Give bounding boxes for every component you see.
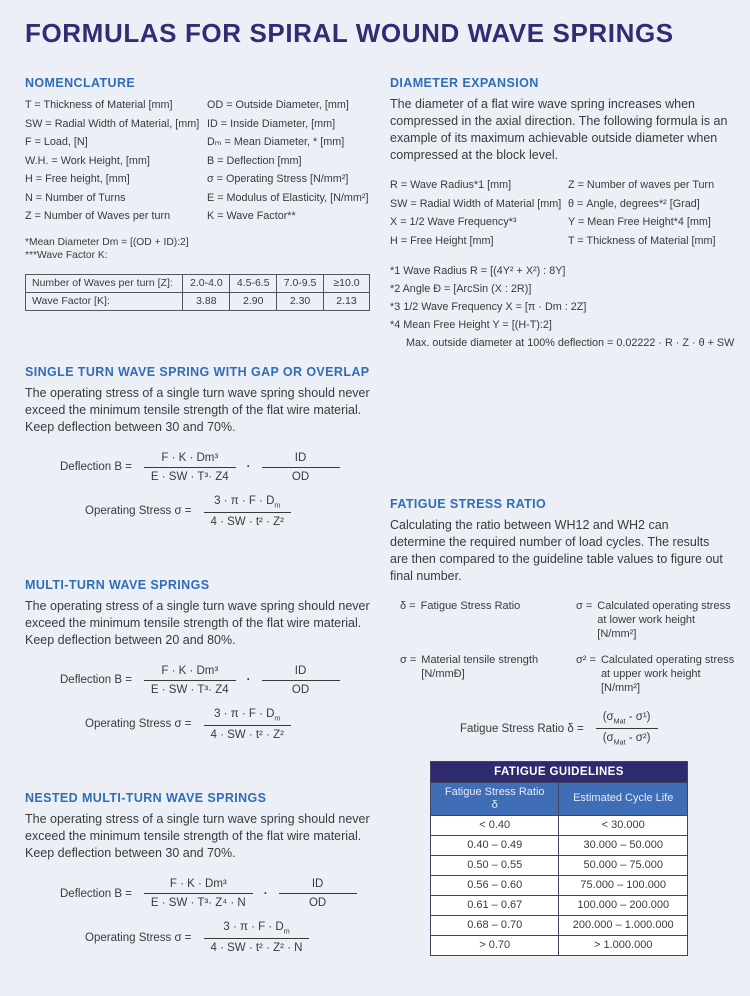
operating-stress-formula: [25, 495, 370, 528]
cell: < 30.000: [559, 815, 688, 835]
multi-turn-body: The operating stress of a single turn wave spring should never exceed the minimum tensile strength of the flat wire material. Keep deflection between 20 and 80%.: [25, 598, 370, 647]
cell: 4.5-6.5: [230, 274, 277, 292]
fraction-denominator: 4 · SW · t² · Z²: [204, 725, 291, 741]
fraction-numerator: [204, 708, 291, 725]
fatigue-body: Calculating the ratio between WH12 and WH2 can determine the required number of load cycles. The results are then compared to the guideline table values to figure out final number.: [390, 518, 723, 583]
multiply-dot: ·: [263, 887, 268, 900]
numerator-rest: - σ¹): [625, 711, 651, 723]
numerator-subscript: m: [283, 927, 290, 936]
table-title: FATIGUE GUIDELINES: [431, 761, 688, 782]
numerator-subscript: Mat: [613, 717, 626, 726]
note-wave-factor: ***Wave Factor K:: [25, 249, 108, 261]
note-wave-radius: *1 Wave Radius R = [(4Y² + X²) : 8Y]: [390, 265, 566, 277]
definition-text: Fatigue Stress Ratio: [420, 600, 521, 612]
definition: [400, 653, 570, 695]
formula-label: Operating Stress σ =: [85, 505, 192, 518]
col-header-fatigue-stress-ratio: [431, 782, 559, 815]
multiply-dot: ·: [246, 461, 251, 473]
nomenclature-heading: NOMENCLATURE: [25, 76, 136, 90]
fraction: [279, 878, 357, 909]
table-row: [431, 875, 688, 895]
definition: Z = Number of waves per Turn: [568, 179, 715, 191]
definition: R = Wave Radius*1 [mm]: [390, 179, 512, 191]
fraction: [204, 495, 291, 528]
formula-label: Operating Stress σ =: [85, 718, 192, 731]
fraction-denominator: 4 · SW · t² · Z² · N: [204, 938, 310, 954]
fraction-denominator: 4 · SW · t² · Z²: [204, 512, 291, 528]
definition: [576, 599, 736, 641]
fraction-numerator: [204, 495, 291, 512]
single-turn-body: The operating stress of a single turn wave spring should never exceed the minimum tensile strength of the flat wire material. Keep deflection between 30 and 70%.: [25, 385, 370, 434]
cell: 2.90: [230, 292, 277, 310]
fatigue-guidelines-table: [430, 761, 688, 956]
fraction: [262, 665, 340, 696]
fraction: [204, 921, 310, 954]
table-row: [431, 895, 688, 915]
cell: 2.30: [277, 292, 324, 310]
definition: K = Wave Factor**: [207, 210, 296, 222]
fraction-denominator: OD: [262, 467, 340, 483]
denominator-subscript: Mat: [613, 738, 626, 747]
fraction-denominator: E · SW · T³· Z4: [144, 680, 236, 696]
definition: N = Number of Turns: [25, 191, 126, 204]
definition: [576, 653, 736, 695]
cell: < 0.40: [431, 815, 559, 835]
row-label: Number of Waves per turn [Z]:: [26, 274, 183, 292]
cell: 30.000 – 50.000: [559, 835, 688, 855]
numerator-base: (σ: [602, 711, 614, 723]
single-turn-section: [25, 365, 370, 528]
operating-stress-formula: [25, 921, 370, 954]
nested-heading: NESTED MULTI-TURN WAVE SPRINGS: [25, 791, 267, 806]
definition: [400, 599, 570, 641]
deflection-formula: [25, 452, 370, 483]
definition: T = Thickness of Material [mm]: [568, 234, 716, 247]
cell: 2.13: [323, 292, 369, 310]
cell: 3.88: [183, 292, 230, 310]
fraction-numerator: F · K · Dm³: [161, 664, 219, 677]
fraction-numerator: [596, 711, 658, 728]
definition: B = Deflection [mm]: [207, 154, 302, 167]
fatigue-definitions: [400, 599, 736, 695]
fraction-denominator: E · SW · T³· Z⁴ · N: [144, 893, 253, 909]
definition-symbol: σ =: [576, 600, 593, 612]
definition-symbol: δ =: [400, 600, 416, 612]
cell: > 0.70: [431, 935, 559, 955]
fraction-denominator: E · SW · T³· Z4: [144, 467, 236, 483]
fraction-numerator: ID: [294, 664, 307, 677]
page-title: FORMULAS FOR SPIRAL WOUND WAVE SPRINGS: [25, 18, 674, 48]
note-max-outside-diameter: Max. outside diameter at 100% deflection = 0.02222 · R · Z · θ + SW: [406, 337, 735, 349]
left-column: [25, 76, 370, 954]
formula-label: Fatigue Stress Ratio δ =: [460, 722, 584, 735]
definition-symbol: σ =: [400, 654, 417, 666]
table-row: [431, 835, 688, 855]
definition-text: Calculated operating stress at lower work height [N/mm²]: [597, 600, 731, 640]
note-mean-free-height: *4 Mean Free Height Y = [(H-T):2]: [390, 319, 552, 331]
cell: 0.56 – 0.60: [431, 875, 559, 895]
cell: 0.50 – 0.55: [431, 855, 559, 875]
fraction: [596, 711, 658, 747]
nomenclature-notes: [25, 236, 370, 262]
denominator-base: (σ: [602, 732, 614, 745]
definition: θ = Angle, degrees*² [Grad]: [568, 197, 700, 210]
fatigue-stress-ratio-section: [390, 497, 736, 747]
numerator-base: 3 · π · F · D: [223, 921, 284, 934]
definition: ID = Inside Diameter, [mm]: [207, 117, 336, 130]
definition: Z = Number of Waves per turn: [25, 210, 171, 222]
numerator-subscript: m: [274, 500, 281, 509]
table-title-row: [431, 761, 688, 782]
right-column: [390, 76, 736, 956]
col-header-estimated-cycle-life: Estimated Cycle Life: [559, 782, 688, 815]
cell: 50.000 – 75.000: [559, 855, 688, 875]
numerator-base: 3 · π · F · D: [214, 494, 275, 507]
numerator-subscript: m: [274, 714, 281, 723]
diameter-definitions: [390, 176, 736, 250]
col-header-text: Fatigue Stress Ratio: [444, 785, 545, 798]
note-half-wave-frequency: *3 1/2 Wave Frequency X = [π · Dm : 2Z]: [390, 301, 587, 313]
cell: 200.000 – 1.000.000: [559, 915, 688, 935]
cell: > 1.000.000: [559, 935, 688, 955]
col-header-symbol: δ: [491, 798, 498, 811]
cell: 0.40 – 0.49: [431, 835, 559, 855]
cell: 0.68 – 0.70: [431, 915, 559, 935]
table-row: [431, 855, 688, 875]
table-row: [26, 274, 370, 292]
fraction-numerator: F · K · Dm³: [161, 451, 219, 464]
fraction-numerator: ID: [311, 878, 324, 891]
fraction: [144, 665, 236, 696]
note-angle: *2 Angle Ð = [ArcSin (X : 2R)]: [390, 283, 532, 295]
operating-stress-formula: [25, 708, 370, 741]
fraction: [262, 452, 340, 483]
fraction: [144, 452, 236, 483]
formula-label: Deflection B =: [60, 674, 132, 687]
definition: σ = Operating Stress [N/mm²]: [207, 173, 349, 185]
deflection-formula: [25, 665, 370, 696]
definition-text: Calculated operating stress at upper work height [N/mm²]: [600, 654, 735, 694]
definition: Dₘ = Mean Diameter, * [mm]: [207, 136, 345, 148]
numerator-base: 3 · π · F · D: [214, 707, 275, 720]
definition-symbol: σ² =: [576, 654, 596, 666]
wave-factor-table: [25, 274, 370, 311]
nomenclature-section: [25, 76, 370, 311]
cell: 2.0-4.0: [183, 274, 230, 292]
formula-label: Deflection B =: [60, 461, 132, 473]
denominator-rest: - σ²): [625, 732, 651, 745]
definition: H = Free Height [mm]: [390, 234, 494, 247]
fraction-numerator: F · K · Dm³: [169, 878, 227, 891]
multi-turn-heading: MULTI-TURN WAVE SPRINGS: [25, 577, 210, 592]
cell: 7.0-9.5: [277, 274, 324, 292]
cell: 75.000 – 100.000: [559, 875, 688, 895]
fraction-denominator: OD: [262, 680, 340, 696]
fraction-denominator: OD: [279, 893, 357, 909]
fraction-numerator: [204, 921, 310, 938]
fraction: [204, 708, 291, 741]
table-header-row: [431, 782, 688, 815]
formula-label: Operating Stress σ =: [85, 931, 192, 944]
cell: ≥10.0: [323, 274, 369, 292]
definition: Y = Mean Free Height*4 [mm]: [568, 216, 711, 228]
formula-label: Deflection B =: [60, 887, 132, 900]
multi-turn-section: [25, 578, 370, 741]
nomenclature-definitions: [25, 96, 370, 226]
diameter-notes: [390, 262, 736, 352]
fraction-denominator: [596, 728, 658, 746]
multiply-dot: ·: [246, 674, 251, 687]
fraction-numerator: ID: [294, 451, 307, 464]
diameter-expansion-section: [390, 76, 736, 352]
definition: OD = Outside Diameter, [mm]: [207, 99, 349, 111]
definition: T = Thickness of Material [mm]: [25, 99, 173, 111]
nested-body: The operating stress of a single turn wave spring should never exceed the minimum tensile strength of the flat wire material. Keep deflection between 30 and 70%.: [25, 812, 370, 861]
fraction: [144, 878, 253, 909]
table-row: [431, 935, 688, 955]
note-mean-diameter: *Mean Diameter Dm = [(OD + ID):2]: [25, 236, 189, 248]
single-turn-heading: SINGLE TURN WAVE SPRING WITH GAP OR OVERLAP: [25, 364, 370, 379]
cell: 100.000 – 200.000: [559, 895, 688, 915]
definition: F = Load, [N]: [25, 136, 88, 148]
table-row: [26, 292, 370, 310]
definition: X = 1/2 Wave Frequency*³: [390, 216, 517, 228]
table-row: [431, 815, 688, 835]
fatigue-heading: FATIGUE STRESS RATIO: [390, 497, 547, 511]
nested-multi-turn-section: [25, 791, 370, 954]
diameter-expansion-body: The diameter of a flat wire wave spring increases when compressed in the axial direction. The following formula is an example of its maximum achievable outside diameter when compressed at the block level.: [390, 97, 728, 162]
definition: W.H. = Work Height, [mm]: [25, 154, 150, 167]
cell: 0.61 – 0.67: [431, 895, 559, 915]
row-label: Wave Factor [K]:: [26, 292, 183, 310]
definition: E = Modulus of Elasticity, [N/mm²]: [207, 191, 369, 204]
table-row: [431, 915, 688, 935]
definition: H = Free height, [mm]: [25, 173, 130, 185]
diameter-expansion-heading: DIAMETER EXPANSION: [390, 76, 539, 90]
fatigue-ratio-formula: [390, 711, 736, 747]
deflection-formula: [25, 878, 370, 909]
definition-text: Material tensile strength [N/mmÐ]: [421, 654, 539, 680]
definition: SW = Radial Width of Material [mm]: [390, 197, 562, 210]
definition: SW = Radial Width of Material, [mm]: [25, 117, 200, 130]
